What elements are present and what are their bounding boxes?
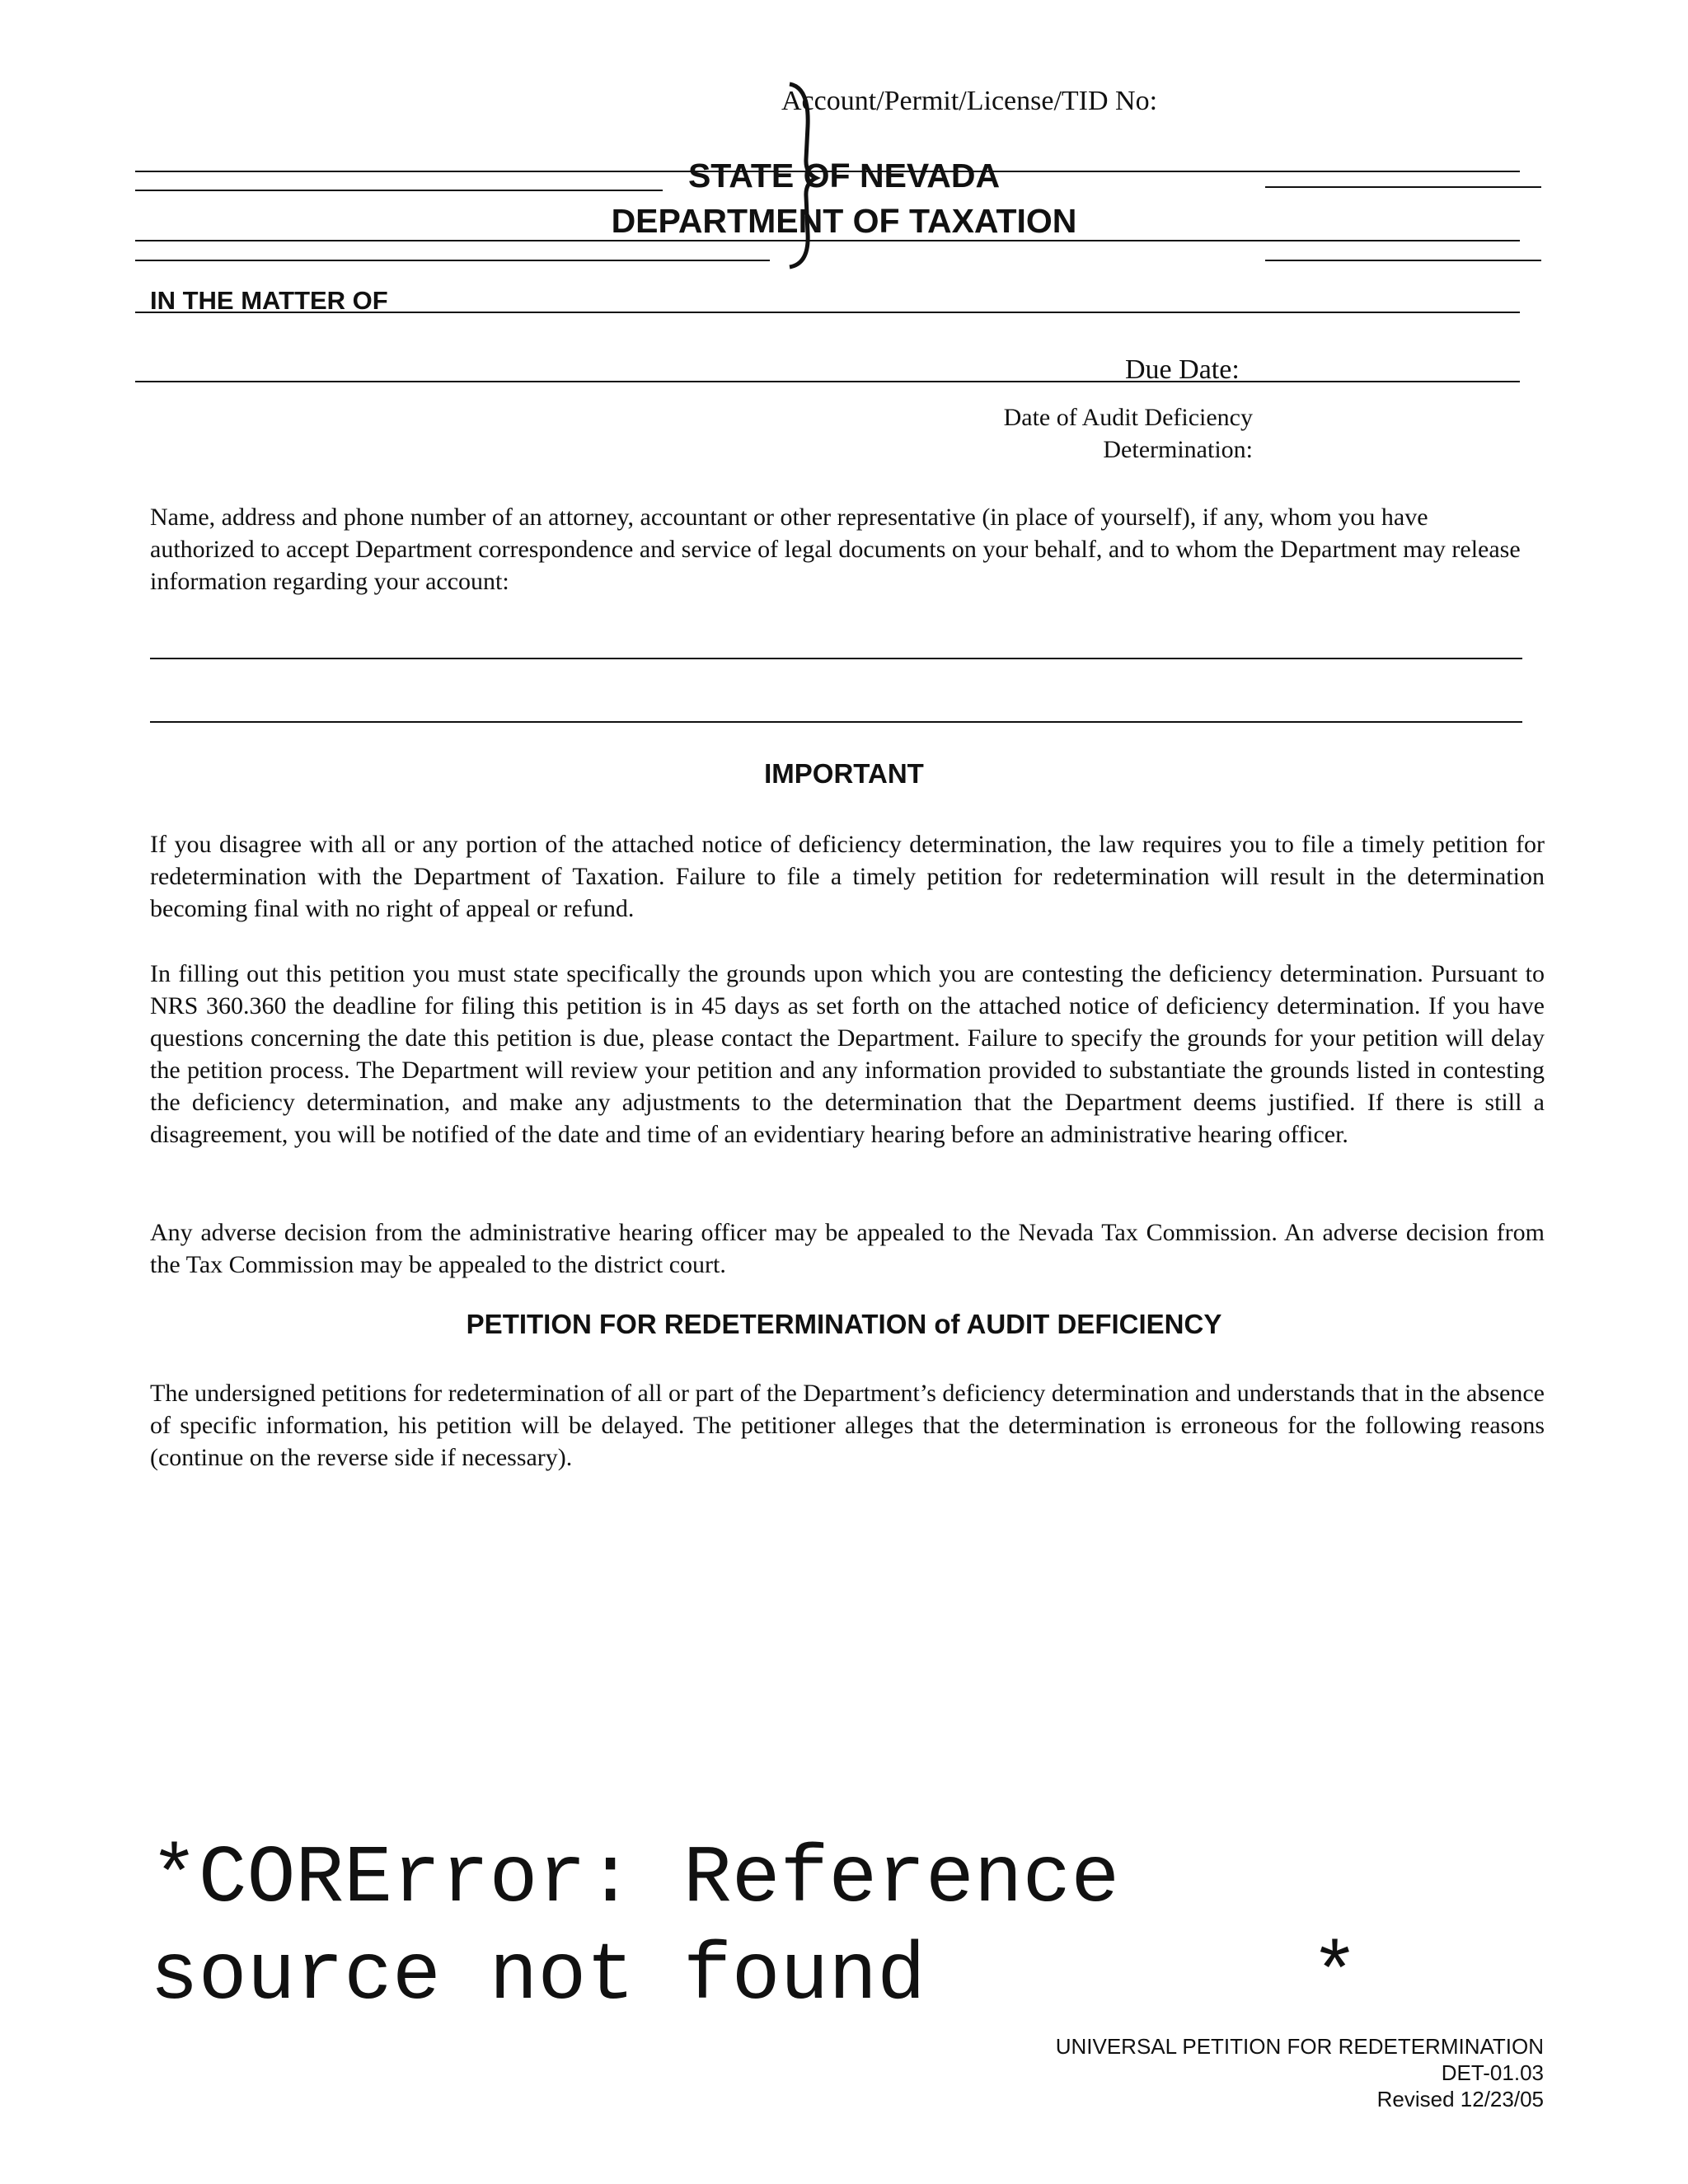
- important-paragraph-2: In filling out this petition you must state specifically the grounds upon which you are contesting the deficiency determination. Pursuant to NRS 360.360 the deadline for filing this petition is in 45 days as set forth on the attached notice of deficiency determination. If you have questions concerning the date this petition is due, please contact the Department. Failure to specify the grounds for your petition will delay the petition process. The Department will review your petition and any information provided to substantiate the grounds listed in contesting the deficiency determination, and make any adjustments to the determination that the Department deems justified. If there is still a disagreement, you will be notified of the date and time of an evidentiary hearing before an administrative hearing officer.: [150, 960, 1545, 1148]
- representative-line-2: [150, 721, 1522, 723]
- important-paragraph-1: If you disagree with all or any portion of the attached notice of deficiency determination, the law requires you to file a timely petition for redetermination with the Department of Taxation. Failure to file a timely petition for redetermination will result in the determination becoming final with no right of appeal or refund.: [150, 831, 1545, 922]
- footer-form-code: DET-01.03: [1441, 2060, 1544, 2085]
- audit-date-label-line2: Determination:: [1103, 436, 1253, 463]
- footer-form-title: UNIVERSAL PETITION FOR REDETERMINATION: [1055, 2034, 1544, 2059]
- due-date-label: Due Date:: [1125, 354, 1240, 385]
- important-paragraph-3: Any adverse decision from the administrative hearing officer may be appealed to the Nevada Tax Commission. An adverse decision from the Tax Commission may be appealed to the district court.: [150, 1219, 1545, 1278]
- footer-revised: Revised 12/23/05: [1376, 2087, 1544, 2111]
- account-number-label: Account/Permit/License/TID No:: [781, 86, 1158, 116]
- barcode-error-line1: *CORError: Reference: [150, 1834, 1120, 1925]
- petition-heading: PETITION FOR REDETERMINATION of AUDIT DEFICIENCY: [466, 1309, 1222, 1339]
- representative-instructions: Name, address and phone number of an attorney, accountant or other representative (in place of yourself), if any, whom you have authorized to accept Department correspondence and service of legal documents on your behalf, and to whom the Department may release information regarding your account:: [150, 504, 1521, 595]
- important-heading: IMPORTANT: [764, 758, 924, 789]
- barcode-error-line2: source not found: [150, 1931, 926, 2022]
- matter-line: [135, 312, 1520, 313]
- audit-date-label-line1: Date of Audit Deficiency: [1003, 404, 1253, 431]
- account-line-2: [1265, 260, 1541, 261]
- barcode-error-star: *: [1311, 1931, 1359, 2022]
- representative-line-1: [150, 658, 1522, 659]
- caption-line-4: [135, 260, 770, 261]
- state-title: STATE OF NEVADA: [687, 157, 1001, 194]
- due-date-line: [135, 381, 1520, 382]
- matter-label: IN THE MATTER OF: [150, 286, 388, 315]
- petition-text: The undersigned petitions for redetermination of all or part of the Department’s deficiency determination and understands that in the absence of specific information, his petition will be delayed. The petitioner alleges that the determination is erroneous for the following reasons (continue on the reverse side if necessary).: [150, 1380, 1545, 1471]
- department-title: DEPARTMENT OF TAXATION: [611, 202, 1077, 240]
